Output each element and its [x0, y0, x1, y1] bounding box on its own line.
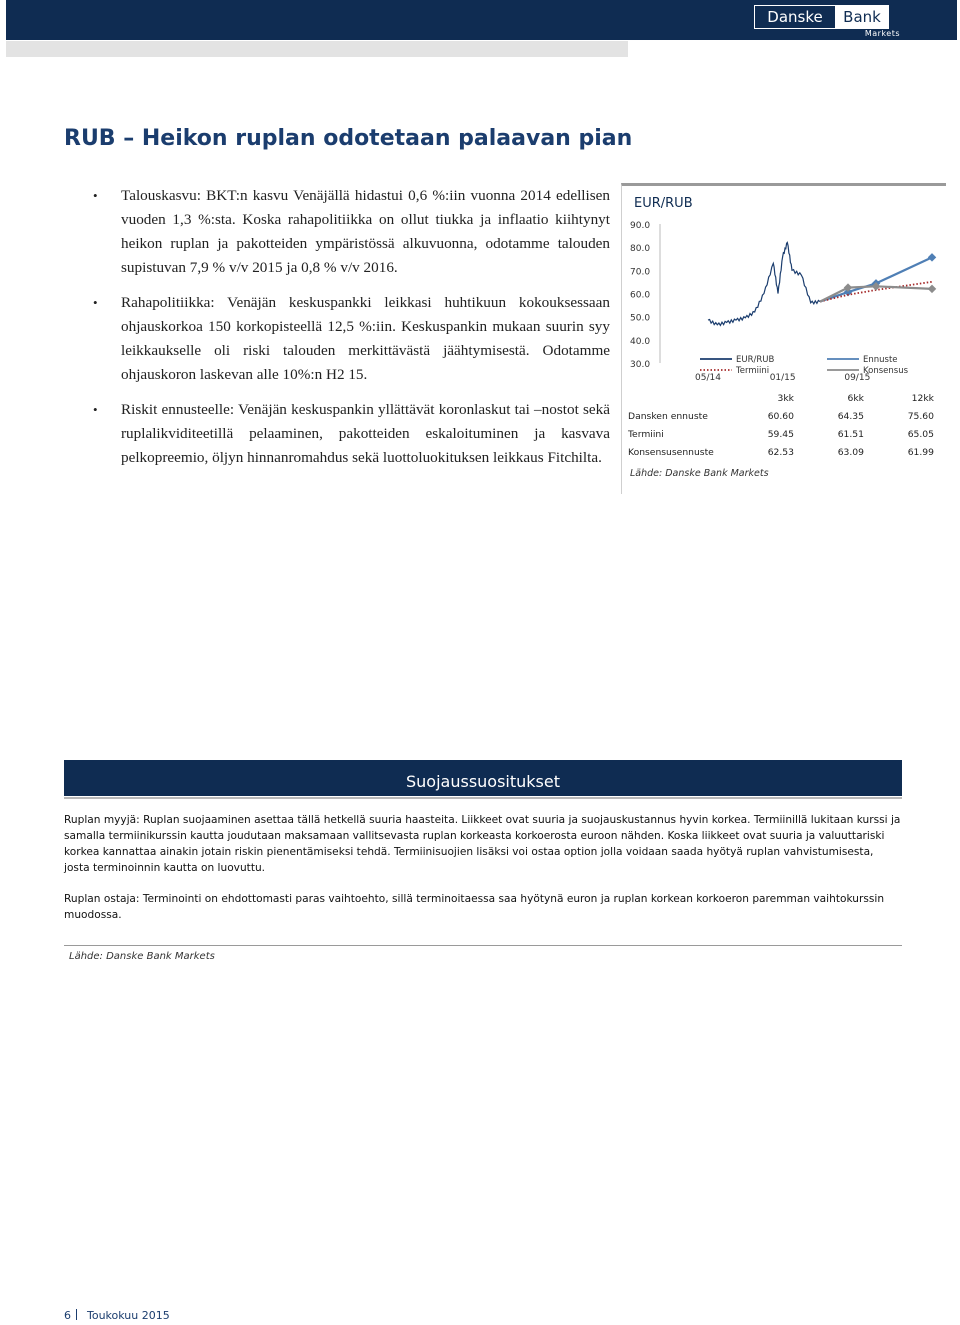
table-header: 6kk	[847, 392, 864, 404]
table-cell: 60.60	[767, 410, 794, 422]
chart-title: EUR/RUB	[634, 196, 693, 211]
table-header	[628, 389, 724, 407]
legend-label: EUR/RUB	[736, 355, 775, 365]
y-tick-label: 40.0	[630, 336, 651, 347]
table-cell: 75.60	[907, 410, 934, 422]
danske-bank-logo	[754, 5, 902, 38]
bullet-item: • Riskit ennusteelle: Venäjän keskuspankin yllättävät koronlaskut tai –nostot sekä ruplalikviditeetillä pelaaminen, pakotteiden eskaloituminen ja kasvava pelkopreemio, öljyn hinnanromahdus sekä luottoluokituksen leikkaus Fitchilta.	[88, 398, 610, 470]
x-tick-label: 09/15	[844, 373, 871, 383]
bullet-list	[88, 184, 610, 481]
y-tick-label: 50.0	[630, 313, 651, 324]
legend-label: Ennuste	[863, 355, 898, 365]
y-tick-label: 90.0	[630, 221, 651, 231]
table-row	[628, 443, 934, 461]
section-source: Lähde: Danske Bank Markets	[69, 951, 215, 962]
logo-sub: Markets	[864, 29, 900, 38]
y-tick-label: 30.0	[630, 360, 651, 370]
table-cell: 61.99	[907, 446, 934, 458]
section-title: Suojaussuositukset	[64, 760, 902, 796]
logo-right: Bank	[836, 5, 889, 29]
legend-label: Termiini	[736, 366, 770, 376]
table-row	[628, 407, 934, 425]
page-number: 6	[64, 1309, 71, 1322]
table-cell: 61.51	[837, 428, 864, 440]
footer-separator	[76, 1309, 77, 1320]
chart-panel	[621, 183, 946, 494]
source-divider	[64, 945, 902, 946]
page-footer	[64, 1309, 170, 1322]
data-point	[928, 253, 936, 261]
eur-rub-chart	[622, 214, 946, 386]
x-tick-label: 05/14	[695, 373, 721, 383]
row-label: Termiini	[628, 428, 664, 440]
page-title: RUB – Heikon ruplan odotetaan palaavan pian	[64, 126, 633, 151]
table-cell: 65.05	[907, 428, 934, 440]
bullet-item: • Talouskasvu: BKT:n kasvu Venäjällä hidastui 0,6 %:iin vuonna 2014 edellisen vuoden 1,3 %:sta. Koska rahapolitiikka on ollut tiukka ja inflaatio kiihtynyt heikon ruplan ja pakotteiden ympäristössä alkuvuonna, odotamme talouden supistuvan 7,9 % v/v 2015 ja 0,8 % v/v 2016.	[88, 184, 610, 280]
y-tick-label: 60.0	[630, 290, 651, 301]
table-header: 3kk	[777, 392, 794, 404]
table-row	[628, 425, 934, 443]
y-tick-label: 70.0	[630, 267, 651, 278]
logo-left: Danske	[754, 5, 836, 29]
series-line-eur-rub	[708, 243, 820, 326]
table-cell: 62.53	[767, 446, 794, 458]
legend-label: Konsensus	[863, 366, 909, 376]
header-gray-bar	[6, 41, 628, 57]
table-header-row	[628, 389, 934, 407]
table-cell: 64.35	[837, 410, 864, 422]
buyer-paragraph: Ruplan ostaja: Terminointi on ehdottomasti paras vaihtoehto, sillä terminoitaessa saa hyötynä euron ja ruplan korkean korkoeron paremman vaihtokurssin muodossa.	[64, 893, 885, 921]
data-point	[928, 285, 936, 293]
x-tick-label: 01/15	[769, 373, 796, 383]
footer-date: Toukokuu 2015	[87, 1309, 170, 1322]
y-tick-label: 80.0	[630, 244, 651, 255]
row-label: Dansken ennuste	[628, 410, 708, 422]
table-cell: 59.45	[767, 428, 794, 440]
section-divider	[64, 797, 902, 799]
table-header: 12kk	[911, 392, 934, 404]
table-cell: 63.09	[837, 446, 864, 458]
seller-paragraph: Ruplan myyjä: Ruplan suojaaminen asettaa tällä hetkellä suuria haasteita. Liikkeet ovat suuria ja suojauskustannus hyvin korkea. Termiinillä lukitaan kurssi ja samalla termiinikurssin kautta joudutaan maksamaan vallitsevasta ruplan korkeasta korkoerosta euroon nähden. Koska liikkeet ovat suuria ja valuuttariski korkea kannattaa ainakin jotain riskin pienentämiseksi tehdä. Termiinisuojien lisäksi voi ostaa option jolla voidaan saada hyötyä ruplan vahvistumisesta, josta terminoinnin kautta on luovuttu.	[64, 814, 901, 874]
bullet-item: • Rahapolitiikka: Venäjän keskuspankki leikkasi huhtikuun kokouksessaan ohjauskorkoa 150 korkopisteellä 12,5 %:iin. Keskuspankin mukaan suurin syy leikkaukselle oli riski talouden merkittävästä jäähtymisestä. Odotamme ohjauskoron laskevan alle 10%:n H2 15.	[88, 291, 610, 387]
row-label: Konsensusennuste	[628, 446, 714, 458]
forecast-table	[628, 389, 934, 461]
chart-source: Lähde: Danske Bank Markets	[630, 468, 769, 479]
